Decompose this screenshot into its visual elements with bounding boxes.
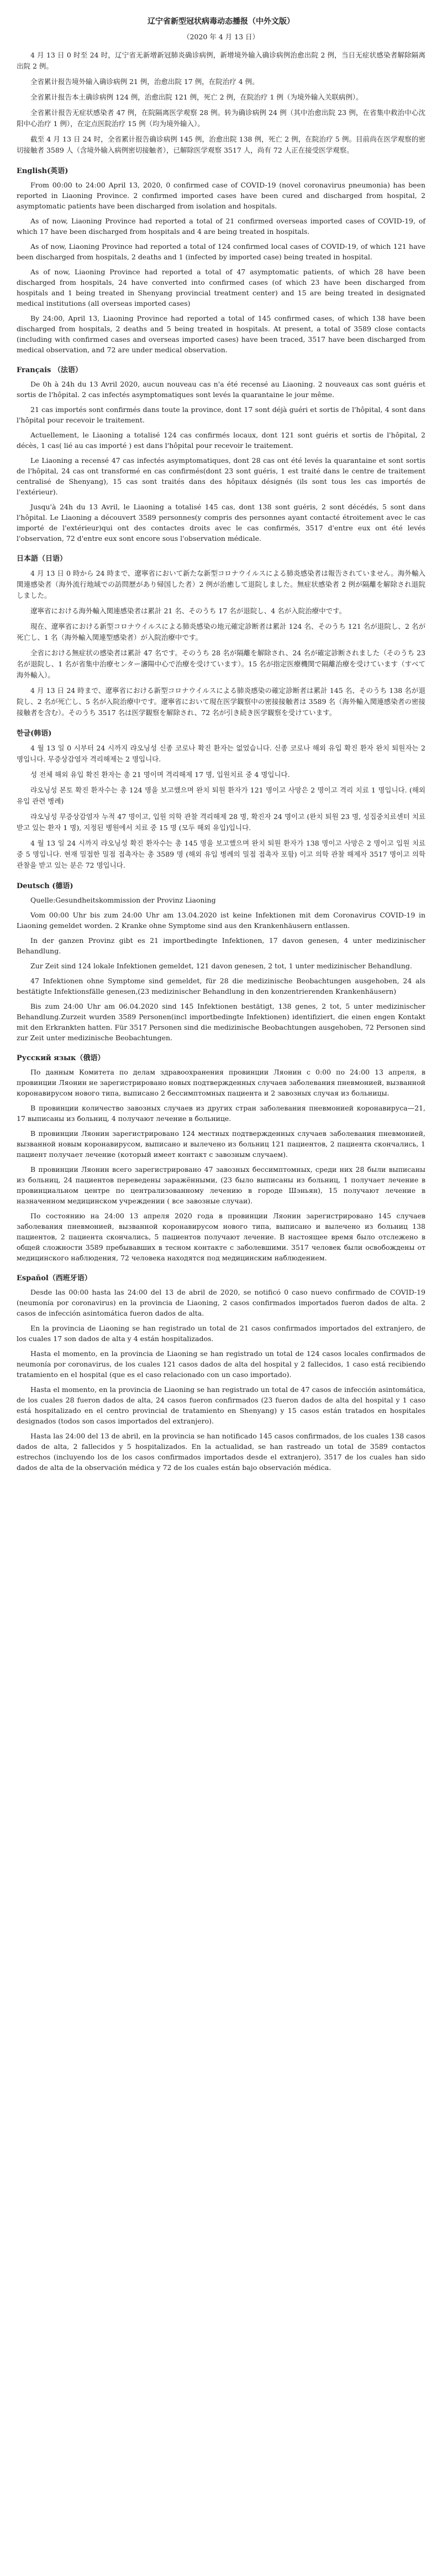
section-german — [17, 881, 425, 1043]
section-french — [17, 365, 425, 544]
paragraph: Le Liaoning a recensé 47 cas infectés asymptomatiques, dont 28 cas ont été levés la quarantaine et sont sortis de l'hôpital, 24 cas ont transformé en cas confirmés(dont 23 sont guéris, 1 est traité dans le centre de traitement centralisé de Shenyang), 15 cas sont traités dans des hôpitaux désignés (ils sont tous les cas importés de l'extérieur). — [17, 456, 425, 496]
paragraph: By 24:00, April 13, Liaoning Province had reported a total of 145 confirmed cases, of which 138 have been discharged from hospitals, 2 deaths and 5 being treated in hospitals. At present, a total of 3589 close contacts (including with confirmed cases and overseas imported cases) have been traced, 3517 have been discharged from medical observation, and 72 are under medical observation. — [17, 314, 425, 354]
paragraph: Hasta las 24:00 del 13 de abril, en la provincia se han notificado 145 casos confirmados, de los cuales 138 casos dados de alta, 2 fallecidos y 5 hospitalizados. En la actualidad, se han rastreado un total de 3589 contactos estrechos (incluyendo los de los casos confirmados importados desde el extranjero), 3517 de los cuales han sido dados de alta de la observación médica y 72 de los cuales están bajo observación médica. — [17, 1432, 425, 1472]
paragraph: 遼寧省における海外輸入関連感染者は累計 21 名、そのうち 17 名が退院し、4 名が入院治療中です。 — [30, 607, 346, 615]
paragraph: 4 월 13 일 24 시까지 랴오닝성 확진 환자수는 총 145 명을 보고했으며 완치 퇴원 환자가 138 명이고 사망은 2 명이고 입원 치료 중 5 명입니다. 현재 밀접한 밀접 접촉자는 총 3589 명 (해외 유입 병례의 밀접 접촉자 포함) 이고 의학 관찰 해제자 3517 명이고 의학 관찰을 받고 있는 분은 72 명입니다. — [17, 839, 425, 869]
paragraph: Quelle:Gesundheitskommission der Provinz Liaoning — [30, 896, 216, 904]
section-chinese — [17, 50, 425, 156]
paragraph: Bis zum 24:00 Uhr am 06.04.2020 sind 145 Infektionen bestätigt, 138 genes, 2 tot, 5 unter medizinischer Behandlung.Zurzeit wurden 3589 Personen(incl importbedingte Infektionen) identifiziert, die einen engen Kontakt mit den Erkrankten hatten. Für 3517 Personen sind die medizinische Beobachtungen ausgehoben, 72 Personen sind zur Zeit unter medizinische Beobachtungen. — [17, 1002, 425, 1042]
paragraph: 全省における無症状の感染者は累計 47 名です。そのうち 28 名が隔離を解除され、24 名が確定診断されました（そのうち 23 名が退院し、1 名が省集中治療センター瀋陽中心で治療を受けています）。15 名が指定医療機関で隔離治療を受けています（すべて海外輸入）。 — [17, 649, 425, 679]
paragraph: As of now, Liaoning Province had reported a total of 21 confirmed overseas imported cases of COVID-19, of which 17 have been discharged from hospitals and 4 are being treated in hospitals. — [17, 217, 425, 236]
section-russian — [17, 1053, 425, 1263]
section-heading-english: English(英语) — [17, 167, 69, 175]
paragraph: As of now, Liaoning Province had reported a total of 47 asymptomatic patients, of which 28 have been discharged from hospitals, 24 have converted into confirmed cases (of which 23 have been discharged from hospitals and 1 being treated in Shenyang provincial treatment center) and 15 are being treated in designated medical institutions (all overseas imported cases) — [17, 268, 425, 307]
paragraph: Hasta el momento, en la provincia de Liaoning se han registrado un total de 47 casos de infección asintomática, de los cuales 28 fueron dados de alta, 24 casos fueron confirmados (23 fueron dados de alta del hospital y 1 caso está hospitalizado en el centro provincial de tratamiento en Shenyang) y 15 casos están tratados en hospitales designados (todos son casos importados del extranjero). — [17, 1385, 425, 1425]
paragraph: Vom 00:00 Uhr bis zum 24:00 Uhr am 13.04.2020 ist keine Infektionen mit dem Coronavirus COVID-19 in Liaoning gemeldet worden. 2 Kranke ohne Symptome sind aus den Krankenhäusern entlassen. — [17, 911, 425, 930]
section-japanese — [17, 554, 425, 718]
section-heading-french: Français （法语） — [17, 366, 82, 374]
section-english — [17, 166, 425, 355]
paragraph: En la provincia de Liaoning se han registrado un total de 21 casos confirmados importados del extranjero, de los cuales 17 son dados de alta y 4 están hospitalizados. — [17, 1324, 425, 1343]
section-heading-korean: 한글(韩语) — [17, 729, 52, 738]
paragraph: 截至 4 月 13 日 24 时，全省累计报告确诊病例 145 例，治愈出院 138 例，死亡 2 例，在院治疗 5 例。目前尚在医学观察的密切接触者 3589 人（含境外输入病例密切接触者），已解除医学观察 3517 人，尚有 72 人正在接受医学观察。 — [17, 135, 425, 154]
paragraph: По данным Комитета по делам здравоохранения провинции Ляонин с 0:00 по 24:00 13 апреля, в провинции Ляонин не зарегистрировано новых подтвержденных случаев заболевания пневмонией, вызванной коронавирусом нового типа, выписано 2 бессимптомных пациента и 2 завозных случая из больницы. — [17, 1068, 425, 1097]
section-heading-japanese: 日本語（日语） — [17, 555, 67, 563]
paragraph: 全省累计报告本土确诊病例 124 例，治愈出院 121 例，死亡 2 例，在院治疗 1 例（为境外输入关联病例）。 — [30, 93, 363, 101]
section-heading-russian: Русский язык（俄语） — [17, 1054, 105, 1062]
paragraph: 랴오닝성 무증상감염자 누적 47 명이고, 입원 의학 관찰 격리해제 28 명, 확진자 24 명이고 (완치 퇴원 23 명, 성집중치료센터 치료 받고 있는 환자 1 명), 지정된 병원에서 치료 중 15 명 (모두 해외 유입)입니다. — [17, 812, 425, 832]
paragraph: 47 Infektionen ohne Symptome sind gemeldet, für 28 die medizinische Beobachtungen ausgehoben, 24 als bestätigte Infektionsfälle genesen,(23 medizinischer Behandlung in den konzentrierenden Krankenhäusern) — [17, 977, 425, 995]
paragraph: 4 月 13 日 24 時まで、遼寧省における新型コロナウイルスによる肺炎感染の確定診断者は累計 145 名、そのうち 138 名が退院し、2 名が死亡し、5 名が入院治療中です。遼寧省において現在医学観察中の密接接触者は 3589 名（海外輸入関連感染者の密接接触者を含む）。そのうち 3517 名は医学観察を解除され、72 名が引き続き医学観察を受けています。 — [17, 686, 425, 717]
paragraph: В провинции Ляонин зарегистрировано 124 местных подтвержденных случаев заболевания пневмонией, вызванной новым коронавирусом, выписано и вылечено из больниц 121 пациентов, 2 пациента скончались, 1 пациент получает лечение (который имеет контакт с завозным случаем). — [17, 1129, 425, 1159]
paragraph: 全省累计报告境外输入确诊病例 21 例，治愈出院 17 例，在院治疗 4 例。 — [30, 77, 259, 86]
paragraph: 現在、遼寧省における新型コロナウイルスによる肺炎感染の地元確定診断者は累計 124 名、そのうち 121 名が退院し、2 名が死亡し、1 名（海外輸入関連型感染者）が入院治療中です。 — [17, 622, 425, 642]
page-title: 辽宁省新型冠状病毒动态播报（中外文版） — [148, 17, 294, 26]
section-heading-spanish: Español（西班牙语） — [17, 1274, 92, 1282]
paragraph: По состоянию на 24:00 13 апреля 2020 года в провинции Ляонин зарегистрировано 145 случаев заболевания пневмонией, вызванной коронавирусом нового типа, выписано и вылечено из больниц 138 пациентов, 2 пациента скончались, 5 пациентов получают лечение. В настоящее время было отслежено в общей сложности 3589 пребывавших в тесном контакте с заболевшими. 3517 человек были освобождены от медицинского наблюдения, 72 человека находятся под медицинским наблюдением. — [17, 1212, 425, 1262]
paragraph: В провинции количество завозных случаев из других стран заболевания пневмонией коронавируса—21, 17 выписаны из больниц, 4 получают лечение в больнице. — [17, 1104, 425, 1123]
paragraph: 랴오닝성 본토 확진 환자수는 총 124 명을 보고했으며 완치 퇴원 환자가 121 명이고 사망은 2 명이고 격리 치료 1 명입니다. (해외 유입 관련 병례) — [17, 786, 425, 805]
paragraph: 성 전체 해외 유입 확진 환자는 총 21 명이며 격리해제 17 명, 입원치료 중 4 명입니다. — [30, 770, 290, 779]
bulletin-page — [17, 0, 425, 1473]
paragraph: Jusqu'à 24h du 13 Avril, le Liaoning a totalisé 145 cas, dont 138 sont guéris, 2 sont décédés, 5 sont dans l'hôpital. Le Liaoning a découvert 3589 personnes(y compris des personnes ayant contacté étroitement avec le cas importé de l'extérieur)qui ont des contactes droits avec le cas confirmés, 3517 d'entre eux ont été levés l'observation, 72 d'entre eux sont encore sous l'observation médicale. — [17, 503, 425, 543]
paragraph: As of now, Liaoning Province had reported a total of 124 confirmed local cases of COVID-19, of which 121 have been discharged from hospitals, 2 deaths and 1 (infected by imported case) being treated in hospital. — [17, 242, 425, 261]
paragraph: 21 cas importés sont confirmés dans toute la province, dont 17 sont déjà guéri et sortis de l'hôpital, 4 sont dans l'hôpital pour recevoir le traitement. — [17, 405, 425, 424]
paragraph: Actuellement, le Liaoning a totalisé 124 cas confirmés locaux, dont 121 sont guéris et sortis de l'hôpital, 2 décès, 1 cas( lié au cas importé ) est dans l'hôpital pour recevoir le traitement. — [17, 431, 425, 450]
section-spanish — [17, 1273, 425, 1473]
paragraph: De 0h à 24h du 13 Avril 2020, aucun nouveau cas n'a été recensé au Liaoning. 2 nouveaux cas sont guéris et sortis de l'hôpital. 2 cas infectés asymptomatiques sont levés la quarantaine le jour même. — [17, 380, 425, 399]
paragraph: Zur Zeit sind 124 lokale Infektionen gemeldet, 121 davon genesen, 2 tot, 1 unter medizinischer Behandlung. — [30, 962, 412, 970]
date-line: （2020 年 4 月 13 日） — [182, 33, 260, 41]
paragraph: В провинции Ляонин всего зарегистрировано 47 завозных бессимптомных, среди них 28 были выписаны из больниц, 24 пациентов переведены заражёнными, (23 было выписаны из больниц, 1 получает лечение в провинциальном центре по централизованному лечению в городе Шэньян), 15 получают лечение в назначенном медицинском учреждении ( все завозные случаи). — [17, 1165, 425, 1205]
paragraph: In der ganzen Provinz gibt es 21 importbedingte Infektionen, 17 davon genesen, 4 unter medizinischer Behandlung. — [17, 936, 425, 955]
paragraph: 全省累计报告无症状感染者 47 例，在院隔离医学观察 28 例。转为确诊病例 24 例（其中治愈出院 23 例，在省集中救治中心沈阳中心治疗 1 例），在定点医院治疗 15 例（均为境外输入）。 — [17, 108, 425, 128]
paragraph: 4 月 13 日 0 时至 24 时，辽宁省无新增新冠肺炎确诊病例，新增境外输入确诊病例治愈出院 2 例，当日无症状感染者解除隔离出院 2 例。 — [17, 51, 425, 70]
section-korean — [17, 728, 425, 871]
section-heading-german: Deutsch (德语) — [17, 882, 73, 890]
paragraph: From 00:00 to 24:00 April 13, 2020, 0 confirmed case of COVID-19 (novel coronavirus pneumonia) has been reported in Liaoning Province. 2 confirmed imported cases have been cured and discharged from hospital, 2 asymptomatic patients have been discharged from isolation and hospitals. — [17, 181, 425, 210]
paragraph: 4 월 13 일 0 시부터 24 시까지 랴오닝성 신종 코로나 확진 환자는 없었습니다. 신종 코로나 해외 유입 확진 환자 완치 퇴원자는 2 명입니다. 무증상감염자 격리해제는 2 명입니다. — [17, 744, 425, 763]
paragraph: Desde las 00:00 hasta las 24:00 del 13 de abril de 2020, se notificó 0 caso nuevo confirmado de COVID-19 (neumonía por coronavirus) en la provincia de Liaoning, 2 casos confirmados importados fueron dados de alta. 2 casos de infección asintomática fueron dados de alta. — [17, 1288, 425, 1317]
paragraph: Hasta el momento, en la provincia de Liaoning se han registrado un total de 124 casos locales confirmados de neumonía por coronavirus, de los cuales 121 casos dados de alta del hospital y 2 fallecidos, 1 caso está recibiendo tratamiento en el hospital (que es el caso relacionado con un caso importado). — [17, 1349, 425, 1379]
paragraph: 4 月 13 日 0 時から 24 時まで、遼寧省において新たな新型コロナウイルスによる肺炎感染者は報告されていません。海外輸入関連感染者（海外流行地域での訪問歴があり帰国した者）2 例が治癒して退院しました。無症状感染者 2 例が隔離を解除され退院しました。 — [17, 569, 425, 599]
